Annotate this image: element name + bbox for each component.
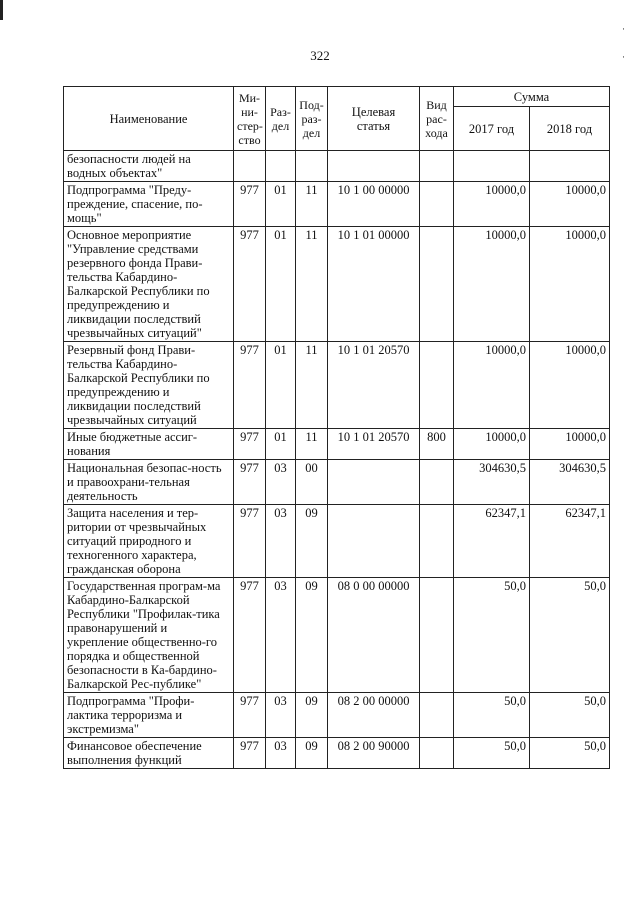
table-row: [64, 151, 610, 182]
cell-sum-2018: 50,0: [530, 693, 610, 738]
cell-ministry: 977: [234, 342, 266, 429]
cell-subsection: 09: [296, 505, 328, 578]
cell-section: 01: [266, 227, 296, 342]
header-expense-type: Вид рас- хода: [420, 87, 454, 151]
cell-sum-2017: 10000,0: [454, 342, 530, 429]
cell-target: 10 1 01 00000: [328, 227, 420, 342]
table-row: [64, 693, 610, 738]
cell-sum-2018: [530, 151, 610, 182]
header-sum: Сумма: [454, 87, 610, 107]
binding-mark: [0, 0, 3, 20]
cell-target: 10 1 00 00000: [328, 182, 420, 227]
page-number: 322: [310, 48, 330, 63]
cell-section: 01: [266, 342, 296, 429]
cell-ministry: 977: [234, 738, 266, 769]
cell-target: 08 0 00 00000: [328, 578, 420, 693]
cell-subsection: 11: [296, 182, 328, 227]
cell-expense-type: [420, 578, 454, 693]
cell-target: 08 2 00 90000: [328, 738, 420, 769]
cell-sum-2017: 50,0: [454, 693, 530, 738]
cell-sum-2018: 50,0: [530, 738, 610, 769]
table-body: [64, 151, 610, 769]
cell-sum-2017: 10000,0: [454, 227, 530, 342]
cell-expense-type: [420, 693, 454, 738]
cell-name: Иные бюджетные ассиг-нования: [64, 429, 234, 460]
cell-sum-2017: 50,0: [454, 738, 530, 769]
header-target: Целевая статья: [328, 87, 420, 151]
cell-expense-type: [420, 227, 454, 342]
header-section: Раз- дел: [266, 87, 296, 151]
table-row: [64, 429, 610, 460]
cell-section: 03: [266, 578, 296, 693]
cell-sum-2017: [454, 151, 530, 182]
cell-name: Государственная програм-ма Кабардино-Балкарской Республики "Профилак-тика правонарушений и укрепление общественно-го порядка и общественной безопасности в Ка-бардино-Балкарской Рес-публике": [64, 578, 234, 693]
cell-ministry: 977: [234, 182, 266, 227]
cell-name: Основное мероприятие "Управление средствами резервного фонда Прави-тельства Кабардино-Балкарской Республики по предупреждению и ликвидации последствий чрезвычайных ситуаций": [64, 227, 234, 342]
cell-target: [328, 505, 420, 578]
cell-sum-2018: 304630,5: [530, 460, 610, 505]
header-year-2017: 2017 год: [454, 107, 530, 151]
cell-target: 10 1 01 20570: [328, 342, 420, 429]
cell-sum-2018: 50,0: [530, 578, 610, 693]
cell-sum-2017: 304630,5: [454, 460, 530, 505]
cell-section: 03: [266, 738, 296, 769]
cell-name: Национальная безопас-ность и правоохрани-тельная деятельность: [64, 460, 234, 505]
cell-target: [328, 460, 420, 505]
cell-sum-2017: 10000,0: [454, 429, 530, 460]
cell-name: Финансовое обеспечение выполнения функций: [64, 738, 234, 769]
cell-subsection: 09: [296, 738, 328, 769]
cell-ministry: 977: [234, 227, 266, 342]
cell-expense-type: [420, 342, 454, 429]
table-row: [64, 182, 610, 227]
cell-target: 10 1 01 20570: [328, 429, 420, 460]
table-row: [64, 342, 610, 429]
cell-ministry: [234, 151, 266, 182]
cell-section: 01: [266, 429, 296, 460]
cell-expense-type: [420, 151, 454, 182]
cell-expense-type: [420, 505, 454, 578]
cell-expense-type: [420, 182, 454, 227]
cell-subsection: 09: [296, 578, 328, 693]
cell-section: 03: [266, 505, 296, 578]
scan-speck: ·: [622, 24, 625, 34]
cell-sum-2018: 10000,0: [530, 182, 610, 227]
cell-sum-2018: 62347,1: [530, 505, 610, 578]
table-row: [64, 505, 610, 578]
header-ministry: Ми- ни- стер- ство: [234, 87, 266, 151]
cell-subsection: 11: [296, 227, 328, 342]
cell-subsection: 00: [296, 460, 328, 505]
cell-sum-2018: 10000,0: [530, 227, 610, 342]
cell-name: безопасности людей на водных объектах": [64, 151, 234, 182]
table-row: [64, 460, 610, 505]
header-year-2018: 2018 год: [530, 107, 610, 151]
budget-table: [63, 86, 610, 769]
cell-sum-2017: 50,0: [454, 578, 530, 693]
cell-name: Резервный фонд Прави-тельства Кабардино-Балкарской Республики по предупреждению и ликвидации последствий чрезвычайных ситуаций: [64, 342, 234, 429]
cell-ministry: 977: [234, 578, 266, 693]
cell-sum-2017: 62347,1: [454, 505, 530, 578]
cell-subsection: [296, 151, 328, 182]
cell-ministry: 977: [234, 429, 266, 460]
cell-section: 01: [266, 182, 296, 227]
cell-name: Защита населения и тер-ритории от чрезвычайных ситуаций природного и техногенного характера, гражданская оборона: [64, 505, 234, 578]
table-row: [64, 738, 610, 769]
cell-sum-2018: 10000,0: [530, 342, 610, 429]
header-name: Наименование: [64, 87, 234, 151]
cell-subsection: 09: [296, 693, 328, 738]
cell-target: [328, 151, 420, 182]
cell-subsection: 11: [296, 429, 328, 460]
cell-name: Подпрограмма "Преду-преждение, спасение, по-мощь": [64, 182, 234, 227]
cell-section: [266, 151, 296, 182]
cell-subsection: 11: [296, 342, 328, 429]
scan-speck: ·: [622, 52, 625, 62]
cell-expense-type: [420, 460, 454, 505]
cell-expense-type: [420, 738, 454, 769]
cell-section: 03: [266, 693, 296, 738]
table-row: [64, 227, 610, 342]
cell-expense-type: 800: [420, 429, 454, 460]
cell-section: 03: [266, 460, 296, 505]
cell-ministry: 977: [234, 460, 266, 505]
cell-sum-2017: 10000,0: [454, 182, 530, 227]
cell-ministry: 977: [234, 505, 266, 578]
cell-sum-2018: 10000,0: [530, 429, 610, 460]
table-row: [64, 578, 610, 693]
header-subsection: Под- раз- дел: [296, 87, 328, 151]
cell-ministry: 977: [234, 693, 266, 738]
cell-name: Подпрограмма "Профи-лактика терроризма и экстремизма": [64, 693, 234, 738]
cell-target: 08 2 00 00000: [328, 693, 420, 738]
